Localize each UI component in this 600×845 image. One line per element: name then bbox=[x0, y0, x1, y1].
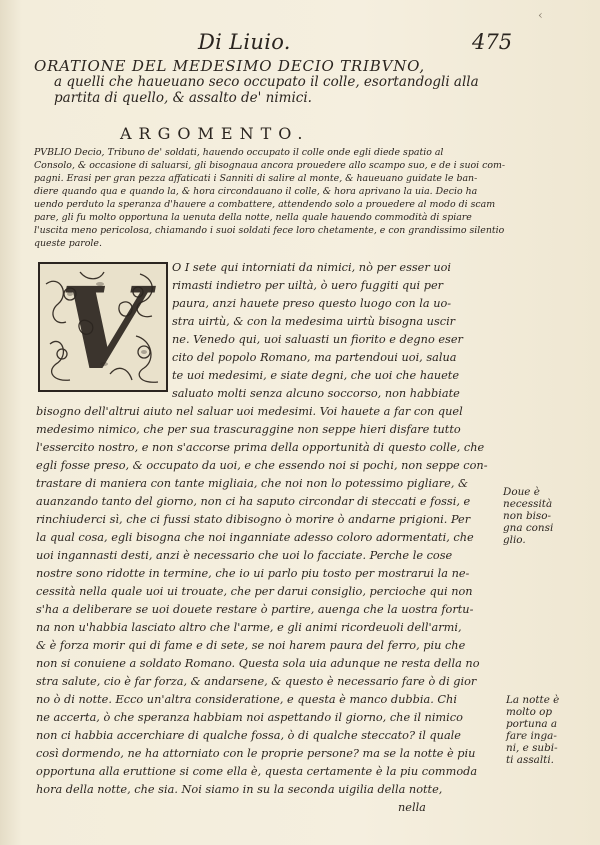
margin-note-line: La notte è bbox=[506, 694, 560, 706]
title-line: partita di quello, & assalto de' nimici. bbox=[54, 90, 312, 106]
margin-note bbox=[506, 694, 559, 766]
foliage-ornament-icon bbox=[40, 264, 166, 390]
margin-note-line: glio. bbox=[503, 534, 526, 546]
body-line: cito del popolo Romano, ma partendoui uoi, salua bbox=[172, 351, 457, 364]
body-line: bisogno dell'altrui aiuto nel saluar uoi medesimi. Voi hauete a far con quel bbox=[36, 405, 463, 418]
body-line: stra salute, cio è far forza, & andarsene, & questo è necessario fare ò di gior bbox=[36, 675, 477, 688]
corner-mark: ‹ bbox=[538, 8, 543, 22]
body-line: nostre sono ridotte in termine, che io ui parlo piu tosto per mostrarui la ne- bbox=[36, 567, 470, 580]
margin-note-line: Doue è bbox=[503, 486, 540, 498]
body-line: non si conuiene a soldato Romano. Questa sola uia adunque ne resta della no bbox=[36, 657, 480, 670]
page-number: 475 bbox=[472, 30, 513, 54]
body-line: ne. Venedo qui, uoi saluasti un fiorito e degno eser bbox=[172, 333, 463, 346]
margin-note-line: ni, e subi- bbox=[506, 742, 558, 754]
argument-line: pagni. Erasi per gran pezza affaticati i Sanniti di salire al monte, & haueuano guidate le ban- bbox=[34, 173, 478, 184]
body-line: s'ha a deliberare se uoi douete restare ò partire, auenga che la uostra fortu- bbox=[36, 603, 474, 616]
body-line: saluato molti senza alcuno soccorso, non habbiate bbox=[172, 387, 460, 400]
body-line: trastare di maniera con tante migliaia, che noi non lo potessimo pigliare, & bbox=[36, 477, 469, 490]
body-line: rinchiuderci sì, che ci fussi stato dibisogno ò morire ò andarne prigioni. Per bbox=[36, 513, 471, 526]
title-line: ORATIONE DEL MEDESIMO DECIO TRIBVNO, bbox=[34, 57, 425, 75]
margin-note-line: non biso- bbox=[503, 510, 552, 522]
body-line: hora della notte, che sia. Noi siamo in su la seconda uigilia della notte, bbox=[36, 783, 443, 796]
argument-line: queste parole. bbox=[34, 238, 102, 249]
body-line: auanzando tanto del giorno, non ci ha saputo circondar di steccati e fossi, e bbox=[36, 495, 471, 508]
body-line: egli fosse preso, & occupato da uoi, e che essendo noi si pochi, non seppe con- bbox=[36, 459, 488, 472]
body-line: ne accerta, ò che speranza habbiam noi aspettando il giorno, che il nimico bbox=[36, 711, 463, 724]
body-line: no ò di notte. Ecco un'altra consideratione, e questa è manco dubbia. Chi bbox=[36, 693, 457, 706]
argument-line: l'uscita meno pericolosa, chiamando i suoi soldati fece loro chetamente, e con grandissimo silentio bbox=[34, 225, 505, 236]
margin-note-line: portuna a bbox=[506, 718, 558, 730]
argument-line: diere quando qua e quando la, & hora circondauano il colle, & hora aprivano la uia. Decio ha bbox=[34, 186, 478, 197]
body-line: l'essercito nostro, e non s'accorse prima della opportunità di questo colle, che bbox=[36, 441, 485, 454]
body-line: te uoi medesimi, e siate degni, che uoi che hauete bbox=[172, 369, 460, 382]
body-line: na non u'habbia lasciato altro che l'arme, e gli animi ricordeuoli dell'armi, bbox=[36, 621, 462, 634]
argument-line: pare, gli fu molto opportuna la uenuta della notte, nella quale hauendo commodità di spiare bbox=[34, 212, 472, 223]
argument-heading: ARGOMENTO. bbox=[120, 124, 310, 143]
argument-line: uendo perduto la speranza d'hauere a combattere, attendendo solo a prouedere al modo di scam bbox=[34, 199, 496, 210]
margin-note-line: fare inga- bbox=[506, 730, 557, 742]
title-line: a quelli che haueuano seco occupato il colle, esortandogli alla bbox=[54, 74, 479, 90]
body-line: uoi ingannasti desti, anzi è necessario che uoi lo facciate. Perche le cose bbox=[36, 549, 453, 562]
margin-note-line: molto op bbox=[506, 706, 553, 718]
body-line: opportuna alla eruttione si come ella è, questa certamente è la piu commoda bbox=[36, 765, 478, 778]
decorated-initial bbox=[38, 262, 168, 392]
argument-line: PVBLIO Decio, Tribuno de' soldati, hauendo occupato il colle onde egli diede spatio al bbox=[34, 147, 444, 158]
margin-note-line: gna consi bbox=[503, 522, 554, 534]
argument-line: Consolo, & occasione di saluarsi, gli bisognaua ancora prouedere allo scampo suo, e de i suoi com- bbox=[34, 160, 506, 171]
margin-note bbox=[503, 486, 553, 546]
body-line: & è forza morir qui di fame e di sete, se noi harem paura del ferro, piu che bbox=[36, 639, 466, 652]
margin-note-line: necessità bbox=[503, 498, 553, 510]
margin-note-line: ti assalti. bbox=[506, 754, 554, 766]
body-line: così dormendo, ne ha attorniato con le proprie persone? ma se la notte è piu bbox=[36, 747, 476, 760]
body-line: cessità nella quale uoi ui trouate, che per darui consiglio, percioche qui non bbox=[36, 585, 473, 598]
body-line: rimasti indietro per uiltà, ò uero fuggiti qui per bbox=[172, 279, 444, 292]
body-line: stra uirtù, & con la medesima uirtù bisogna uscir bbox=[172, 315, 456, 328]
body-line: paura, anzi hauete preso questo luogo con la uo- bbox=[172, 297, 452, 310]
body-line: medesimo nimico, che per sua trascuraggine non seppe hieri disfare tutto bbox=[36, 423, 461, 436]
body-line: non ci habbia accerchiare di qualche fossa, ò di qualche steccato? il quale bbox=[36, 729, 461, 742]
running-head: Di Liuio. bbox=[198, 30, 291, 54]
oration-title bbox=[34, 58, 564, 106]
catchword: nella bbox=[398, 801, 426, 814]
initial-letter: V bbox=[59, 264, 147, 390]
body-line: O I sete qui intorniati da nimici, nò per esser uoi bbox=[172, 261, 452, 274]
body-line: la qual cosa, egli bisogna che noi inganniate adesso coloro adormentati, che bbox=[36, 531, 474, 544]
